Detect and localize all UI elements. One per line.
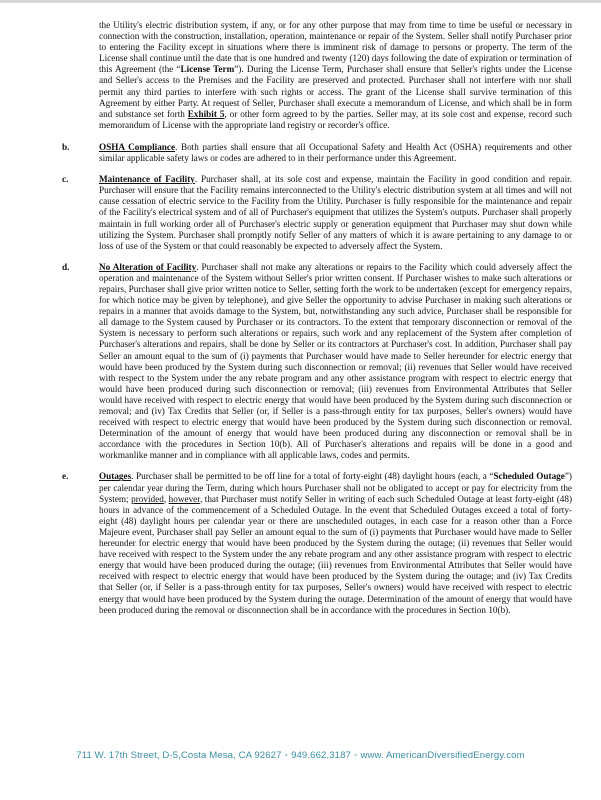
section-c-heading: Maintenance of Facility (99, 174, 195, 185)
page-top-edge (0, 0, 601, 3)
section-e (62, 471, 572, 615)
section-e-comma: , (163, 493, 169, 504)
scheduled-outage-term: Scheduled Outage (493, 471, 565, 482)
footer-address: 711 W. 17th Street, D-5,Costa Mesa, CA 92627 (76, 750, 282, 761)
section-d-body (99, 262, 572, 462)
section-b-heading: OSHA Compliance (99, 141, 176, 152)
footer-separator-1: ◦ (284, 750, 289, 761)
continuation-text-3: , or other form agreed to by the parties. Seller may, at its sole cost and expense, record such memorandum of License with the appropriate land registry or recorder's office. (99, 108, 572, 130)
section-e-letter: e. (62, 471, 69, 482)
section-d-letter: d. (62, 261, 70, 272)
section-e-text-2: ”) per calendar year during the Term, during which hours Purchaser shall not be obligated to accept or pay for electricity from the System; (99, 471, 572, 504)
section-e-text-3: , that Purchaser must notify Seller in writing of each such Scheduled Outage at least forty-eight (48) hours in advance of the commencement of a Scheduled Outage. In the event that Scheduled Outages exceed a total of forty-eight (48) daylight hours per calendar year or there are unscheduled outages, in each case for a reason other than a Force Majeure event, Purchaser shall pay Seller an amount equal to the sum of (i) payments that Purchaser would have made to Seller hereunder for electric energy that would have been produced by the System during the outage; (ii) revenues that Seller would have received with respect to the System under the any rebate program and any other assistance program with respect to electric energy that would have been produced during the outage; (iii) revenues from Environmental Attributes that Seller would have received with respect to electric energy that would have been produced by the System during the outage; and (iv) Tax Credits that Seller (or, if Seller is a pass-through entity for tax purposes, Seller's owners) would have received with respect to electric energy that would have been produced by the System during the outage. Determination of the amount of energy that would have been produced during the removal or disconnection shall be in accordance with the procedures in Section 10(b). (99, 493, 573, 615)
however-term: however (168, 493, 200, 504)
footer-separator-2: ◦ (353, 750, 358, 761)
section-c-letter: c. (62, 174, 69, 185)
section-b (62, 142, 572, 164)
footer-phone: 949.662.3187 (291, 750, 351, 761)
section-d-text: . Purchaser shall not make any alterations or repairs to the Facility which could adversely affect the operation and maintenance of the System without Seller's prior written consent. If Purchaser wishes to make such alterations or repairs, Purchaser shall give prior written notice to Seller, setting forth the work to be undertaken (except for emergency repairs, for which notice may be given by telephone), and give Seller the opportunity to advise Purchaser in making such alterations or repairs in a manner that avoids damage to the System, but, notwithstanding any such advice, Purchaser shall be responsible for all damage to the System caused by Purchaser or its contractors. To the extent that temporary disconnection or removal of the System is necessary to perform such alterations or repairs, such work and any replacement of the System after completion of Purchaser's alterations and repairs, shall be done by Seller or its contractors at Purchaser's cost. In addition, Purchaser shall pay Seller an amount equal to the sum of (i) payments that Purchaser would have made to Seller hereunder for electric energy that would have been produced by the System during such disconnection or removal; (ii) revenues that Seller would have received with respect to the System under the any rebate program and any other assistance program with respect to electric energy that would have been produced during such disconnection or removal; (iii) revenues from Environmental Attributes that Seller would have received with respect to electric energy that would have been produced by the System during such disconnection or removal; and (iv) Tax Credits that Seller (or, if Seller is a pass-through entity for tax purposes, Seller's owners) would have received with respect to electric energy that would have been produced by the System during such disconnection or removal. Determination of the amount of energy that would have been produced during any disconnection or removal shall be in accordance with the procedures in Section 10(b). All of Purchaser's alterations and repairs will be done in a good and workmanlike manner and in compliance with all applicable laws, codes and permits. (99, 261, 572, 461)
section-b-text: . Both parties shall ensure that all Occupational Safety and Health Act (OSHA) requirements and other similar applicable safety laws or codes are adhered to in their performance under this Agreement. (99, 141, 572, 164)
continuation-text-1: the Utility's electric distribution system, if any, or for any other purpose that may from time to time be useful or necessary in connection with the construction, installation, operation, maintenance or repair of the System. Seller shall notify Purchaser prior to entering the Facility except in situations where there is imminent risk of damage to persons or property. The term of the License shall continue until the date that is one hundred and twenty (120) days following the date of expiration or termination of this Agreement (the “ (99, 20, 572, 75)
section-b-letter: b. (62, 141, 70, 152)
provided-term: provided (131, 493, 164, 504)
section-d-heading: No Alteration of Facility (99, 261, 197, 272)
page-footer (0, 750, 601, 761)
section-d (62, 262, 572, 462)
section-c (62, 174, 572, 252)
continuation-paragraph (99, 20, 572, 131)
section-e-body (99, 471, 572, 615)
section-e-text-1: . Purchaser shall be permitted to be off line for a total of forty-eight (48) daylight hours (each, a “ (131, 471, 494, 482)
document-page (62, 20, 572, 616)
continuation-text-2: ”). During the License Term, Purchaser shall ensure that Seller's rights under the License and Seller's access to the Premises and the Facility are preserved and protected. Purchaser shall not interfere with nor shall permit any third parties to interfere with such rights or access. The grant of the License shall survive termination of this Agreement by either Party. At request of Seller, Purchaser shall execute a memorandum of License, and which shall be in form and substance set forth (99, 64, 572, 119)
footer-website: www. AmericanDiversifiedEnergy.com (360, 750, 525, 761)
section-b-body (99, 142, 572, 164)
section-e-heading: Outages (99, 471, 132, 482)
section-c-text: . Purchaser shall, at its sole cost and expense, maintain the Facility in good condition and repair. Purchaser will ensure that the Facility remains interconnected to the Utility's electric distribution system at all times and will not cause cessation of electric service to the Facility from the Utility. Purchaser is fully responsible for the maintenance and repair of the Facility's electrical system and of all of Purchaser's equipment that utilizes the System's outputs. Purchaser shall properly maintain in full working order all of Purchaser's electric supply or generation equipment that Purchaser may shut down while utilizing the System. Purchaser shall promptly notify Seller of any matters of which it is aware pertaining to any damage to or loss of use of the System or that could reasonably be expected to adversely affect the System. (99, 174, 572, 251)
license-term-term: License Term (180, 64, 235, 75)
exhibit-5-reference: Exhibit 5 (187, 108, 225, 119)
section-c-body (99, 174, 572, 252)
